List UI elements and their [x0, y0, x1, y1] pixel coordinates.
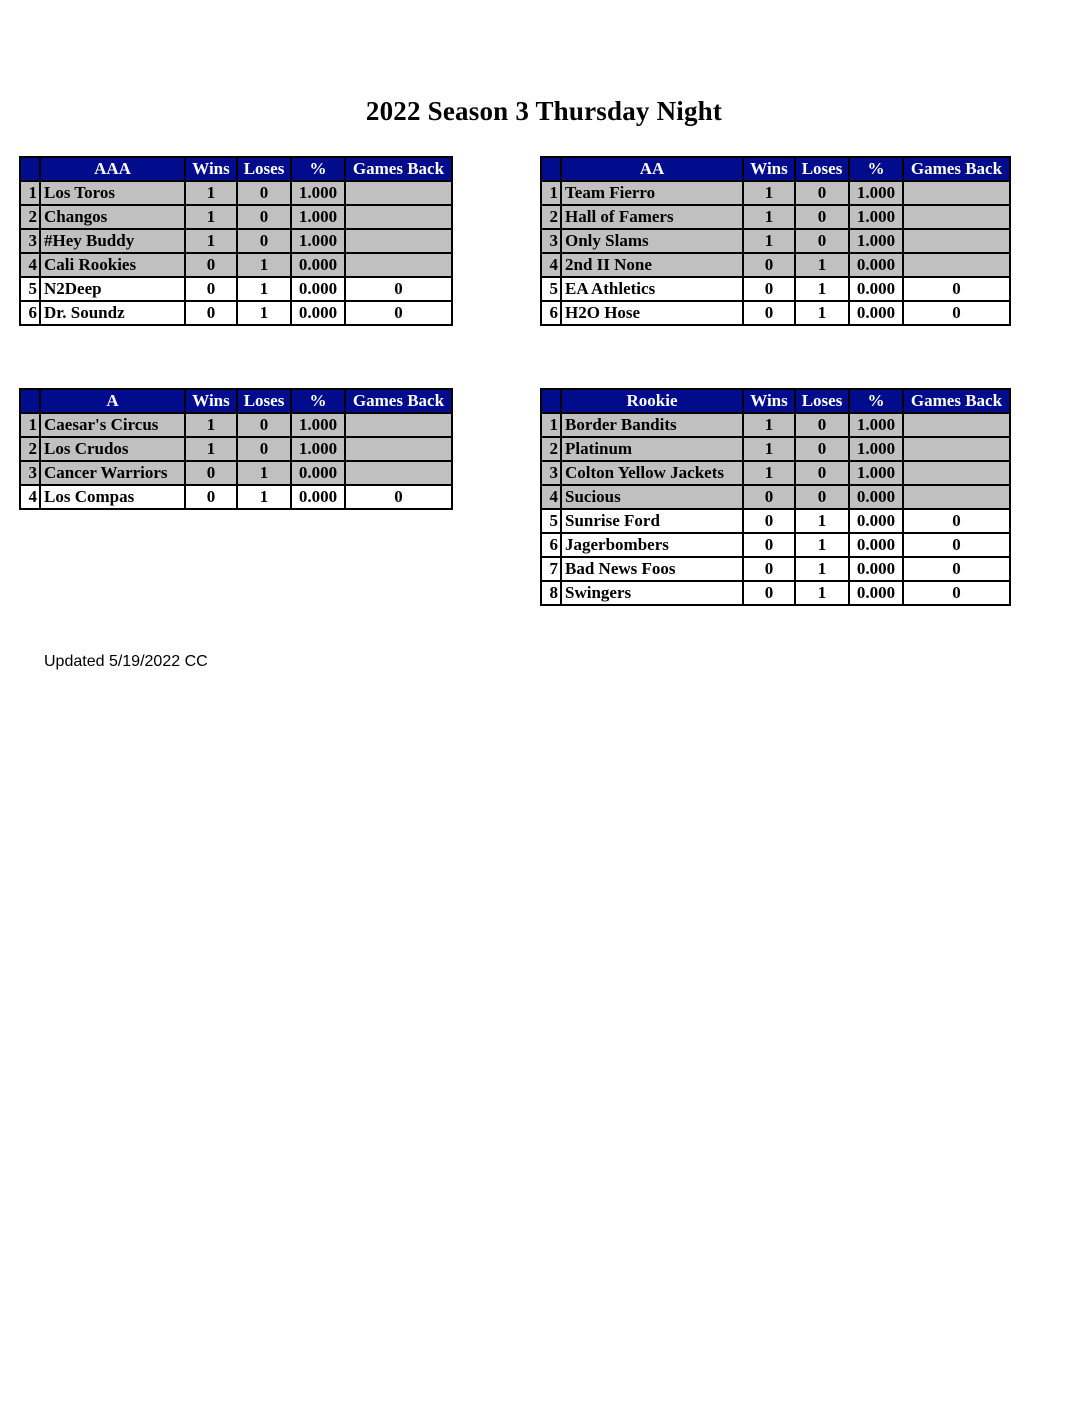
games-back-cell	[345, 437, 452, 461]
table-row	[541, 509, 1010, 533]
team-cell: Changos	[40, 205, 185, 229]
pct-header: %	[849, 389, 903, 413]
pct-header: %	[291, 157, 345, 181]
pct-cell: 0.000	[291, 485, 345, 509]
rank-cell: 5	[541, 509, 561, 533]
table-row	[20, 229, 452, 253]
games-back-cell	[345, 253, 452, 277]
pct-cell: 0.000	[849, 277, 903, 301]
table-row	[20, 437, 452, 461]
wins-cell: 1	[743, 437, 795, 461]
table-row	[541, 533, 1010, 557]
team-cell: Hall of Famers	[561, 205, 743, 229]
pct-cell: 1.000	[849, 229, 903, 253]
rank-cell: 1	[541, 181, 561, 205]
games-back-cell: 0	[903, 301, 1010, 325]
loses-cell: 1	[795, 277, 849, 301]
games-back-header: Games Back	[903, 157, 1010, 181]
pct-header: %	[291, 389, 345, 413]
loses-cell: 1	[795, 557, 849, 581]
wins-cell: 0	[185, 461, 237, 485]
header-row	[20, 389, 452, 413]
rank-cell: 1	[541, 413, 561, 437]
games-back-cell	[903, 437, 1010, 461]
standings-table-aa	[540, 156, 1011, 326]
wins-cell: 1	[743, 413, 795, 437]
loses-cell: 1	[237, 301, 291, 325]
table-row	[20, 253, 452, 277]
standings-table-rookie	[540, 388, 1011, 606]
loses-header: Loses	[237, 389, 291, 413]
games-back-cell	[345, 461, 452, 485]
header-row	[541, 389, 1010, 413]
rank-cell: 6	[541, 533, 561, 557]
pct-cell: 1.000	[849, 205, 903, 229]
rank-cell: 2	[541, 437, 561, 461]
games-back-cell	[345, 205, 452, 229]
loses-cell: 1	[237, 253, 291, 277]
games-back-cell: 0	[903, 277, 1010, 301]
wins-cell: 1	[743, 205, 795, 229]
team-cell: Los Toros	[40, 181, 185, 205]
pct-cell: 0.000	[291, 277, 345, 301]
loses-cell: 1	[795, 253, 849, 277]
pct-cell: 0.000	[849, 253, 903, 277]
games-back-cell: 0	[345, 277, 452, 301]
wins-header: Wins	[185, 389, 237, 413]
team-cell: Team Fierro	[561, 181, 743, 205]
rank-cell: 4	[20, 485, 40, 509]
rank-cell: 1	[20, 413, 40, 437]
team-cell: Sunrise Ford	[561, 509, 743, 533]
table-row	[541, 581, 1010, 605]
table-row	[541, 461, 1010, 485]
team-cell: Jagerbombers	[561, 533, 743, 557]
rank-cell: 7	[541, 557, 561, 581]
table-row	[20, 205, 452, 229]
wins-cell: 0	[185, 485, 237, 509]
wins-cell: 1	[743, 229, 795, 253]
rank-cell: 3	[541, 461, 561, 485]
pct-cell: 0.000	[291, 253, 345, 277]
rank-cell: 2	[541, 205, 561, 229]
games-back-cell	[345, 181, 452, 205]
table-row	[541, 253, 1010, 277]
loses-header: Loses	[795, 157, 849, 181]
pct-cell: 0.000	[291, 461, 345, 485]
pct-cell: 1.000	[849, 181, 903, 205]
loses-cell: 0	[795, 413, 849, 437]
rank-header	[20, 389, 40, 413]
table-row	[20, 485, 452, 509]
pct-cell: 1.000	[849, 437, 903, 461]
table-row	[541, 413, 1010, 437]
loses-cell: 0	[795, 437, 849, 461]
team-cell: #Hey Buddy	[40, 229, 185, 253]
wins-cell: 1	[185, 413, 237, 437]
rank-header	[541, 157, 561, 181]
wins-cell: 0	[743, 277, 795, 301]
loses-header: Loses	[237, 157, 291, 181]
pct-cell: 0.000	[291, 301, 345, 325]
loses-cell: 0	[795, 461, 849, 485]
rank-cell: 6	[20, 301, 40, 325]
division-name: Rookie	[561, 389, 743, 413]
loses-header: Loses	[795, 389, 849, 413]
pct-cell: 1.000	[849, 461, 903, 485]
wins-cell: 1	[185, 437, 237, 461]
table-row	[541, 301, 1010, 325]
rank-header	[541, 389, 561, 413]
table-row	[20, 301, 452, 325]
wins-header: Wins	[743, 389, 795, 413]
games-back-cell: 0	[345, 301, 452, 325]
team-cell: Swingers	[561, 581, 743, 605]
team-cell: Bad News Foos	[561, 557, 743, 581]
table-row	[20, 181, 452, 205]
team-cell: N2Deep	[40, 277, 185, 301]
pct-cell: 0.000	[849, 557, 903, 581]
pct-cell: 1.000	[291, 181, 345, 205]
rank-cell: 4	[20, 253, 40, 277]
pct-cell: 1.000	[291, 205, 345, 229]
team-cell: Cancer Warriors	[40, 461, 185, 485]
team-cell: H2O Hose	[561, 301, 743, 325]
games-back-cell	[903, 461, 1010, 485]
table-row	[20, 277, 452, 301]
rank-cell: 3	[20, 461, 40, 485]
pct-cell: 1.000	[291, 229, 345, 253]
games-back-header: Games Back	[345, 389, 452, 413]
rank-cell: 3	[20, 229, 40, 253]
division-name: A	[40, 389, 185, 413]
team-cell: Cali Rookies	[40, 253, 185, 277]
wins-cell: 1	[743, 181, 795, 205]
pct-cell: 1.000	[291, 413, 345, 437]
pct-cell: 1.000	[849, 413, 903, 437]
standings-table-a	[19, 388, 453, 510]
wins-cell: 0	[185, 277, 237, 301]
table-row	[541, 437, 1010, 461]
loses-cell: 0	[237, 413, 291, 437]
team-cell: Dr. Soundz	[40, 301, 185, 325]
loses-cell: 0	[237, 205, 291, 229]
rank-cell: 5	[541, 277, 561, 301]
loses-cell: 0	[795, 181, 849, 205]
wins-cell: 0	[743, 557, 795, 581]
team-cell: Platinum	[561, 437, 743, 461]
table-row	[541, 485, 1010, 509]
standings-table-aaa	[19, 156, 453, 326]
games-back-cell: 0	[903, 509, 1010, 533]
table-row	[20, 461, 452, 485]
wins-cell: 1	[185, 205, 237, 229]
team-cell: Los Crudos	[40, 437, 185, 461]
games-back-cell	[903, 205, 1010, 229]
rank-cell: 2	[20, 205, 40, 229]
header-row	[20, 157, 452, 181]
wins-cell: 1	[743, 461, 795, 485]
rank-cell: 2	[20, 437, 40, 461]
team-cell: Only Slams	[561, 229, 743, 253]
rank-cell: 8	[541, 581, 561, 605]
games-back-cell	[345, 413, 452, 437]
games-back-cell	[903, 485, 1010, 509]
table-row	[541, 229, 1010, 253]
rank-cell: 4	[541, 485, 561, 509]
wins-cell: 1	[185, 181, 237, 205]
rank-cell: 4	[541, 253, 561, 277]
loses-cell: 0	[795, 229, 849, 253]
team-cell: Border Bandits	[561, 413, 743, 437]
division-name: AAA	[40, 157, 185, 181]
table-row	[541, 277, 1010, 301]
wins-cell: 1	[185, 229, 237, 253]
loses-cell: 1	[237, 485, 291, 509]
games-back-cell	[345, 229, 452, 253]
wins-cell: 0	[185, 253, 237, 277]
games-back-cell: 0	[345, 485, 452, 509]
loses-cell: 0	[237, 229, 291, 253]
games-back-cell: 0	[903, 557, 1010, 581]
loses-cell: 0	[237, 437, 291, 461]
games-back-cell: 0	[903, 581, 1010, 605]
loses-cell: 1	[237, 461, 291, 485]
loses-cell: 1	[237, 277, 291, 301]
pct-cell: 0.000	[849, 533, 903, 557]
table-row	[541, 557, 1010, 581]
wins-header: Wins	[185, 157, 237, 181]
table-row	[541, 205, 1010, 229]
pct-cell: 1.000	[291, 437, 345, 461]
team-cell: 2nd II None	[561, 253, 743, 277]
loses-cell: 1	[795, 509, 849, 533]
loses-cell: 0	[795, 205, 849, 229]
loses-cell: 0	[237, 181, 291, 205]
team-cell: EA Athletics	[561, 277, 743, 301]
rank-cell: 1	[20, 181, 40, 205]
loses-cell: 1	[795, 533, 849, 557]
pct-header: %	[849, 157, 903, 181]
header-row	[541, 157, 1010, 181]
games-back-cell	[903, 229, 1010, 253]
wins-cell: 0	[743, 301, 795, 325]
loses-cell: 0	[795, 485, 849, 509]
table-row	[20, 413, 452, 437]
games-back-cell	[903, 253, 1010, 277]
pct-cell: 0.000	[849, 581, 903, 605]
pct-cell: 0.000	[849, 509, 903, 533]
pct-cell: 0.000	[849, 485, 903, 509]
games-back-header: Games Back	[903, 389, 1010, 413]
division-name: AA	[561, 157, 743, 181]
wins-cell: 0	[743, 253, 795, 277]
games-back-cell	[903, 413, 1010, 437]
rank-header	[20, 157, 40, 181]
wins-header: Wins	[743, 157, 795, 181]
team-cell: Los Compas	[40, 485, 185, 509]
pct-cell: 0.000	[849, 301, 903, 325]
wins-cell: 0	[743, 581, 795, 605]
rank-cell: 6	[541, 301, 561, 325]
loses-cell: 1	[795, 581, 849, 605]
team-cell: Colton Yellow Jackets	[561, 461, 743, 485]
wins-cell: 0	[743, 485, 795, 509]
games-back-cell: 0	[903, 533, 1010, 557]
wins-cell: 0	[743, 509, 795, 533]
team-cell: Sucious	[561, 485, 743, 509]
table-row	[541, 181, 1010, 205]
rank-cell: 5	[20, 277, 40, 301]
page-title: 2022 Season 3 Thursday Night	[365, 96, 723, 126]
games-back-header: Games Back	[345, 157, 452, 181]
rank-cell: 3	[541, 229, 561, 253]
loses-cell: 1	[795, 301, 849, 325]
wins-cell: 0	[743, 533, 795, 557]
games-back-cell	[903, 181, 1010, 205]
wins-cell: 0	[185, 301, 237, 325]
updated-note: Updated 5/19/2022 CC	[44, 653, 208, 670]
team-cell: Caesar's Circus	[40, 413, 185, 437]
